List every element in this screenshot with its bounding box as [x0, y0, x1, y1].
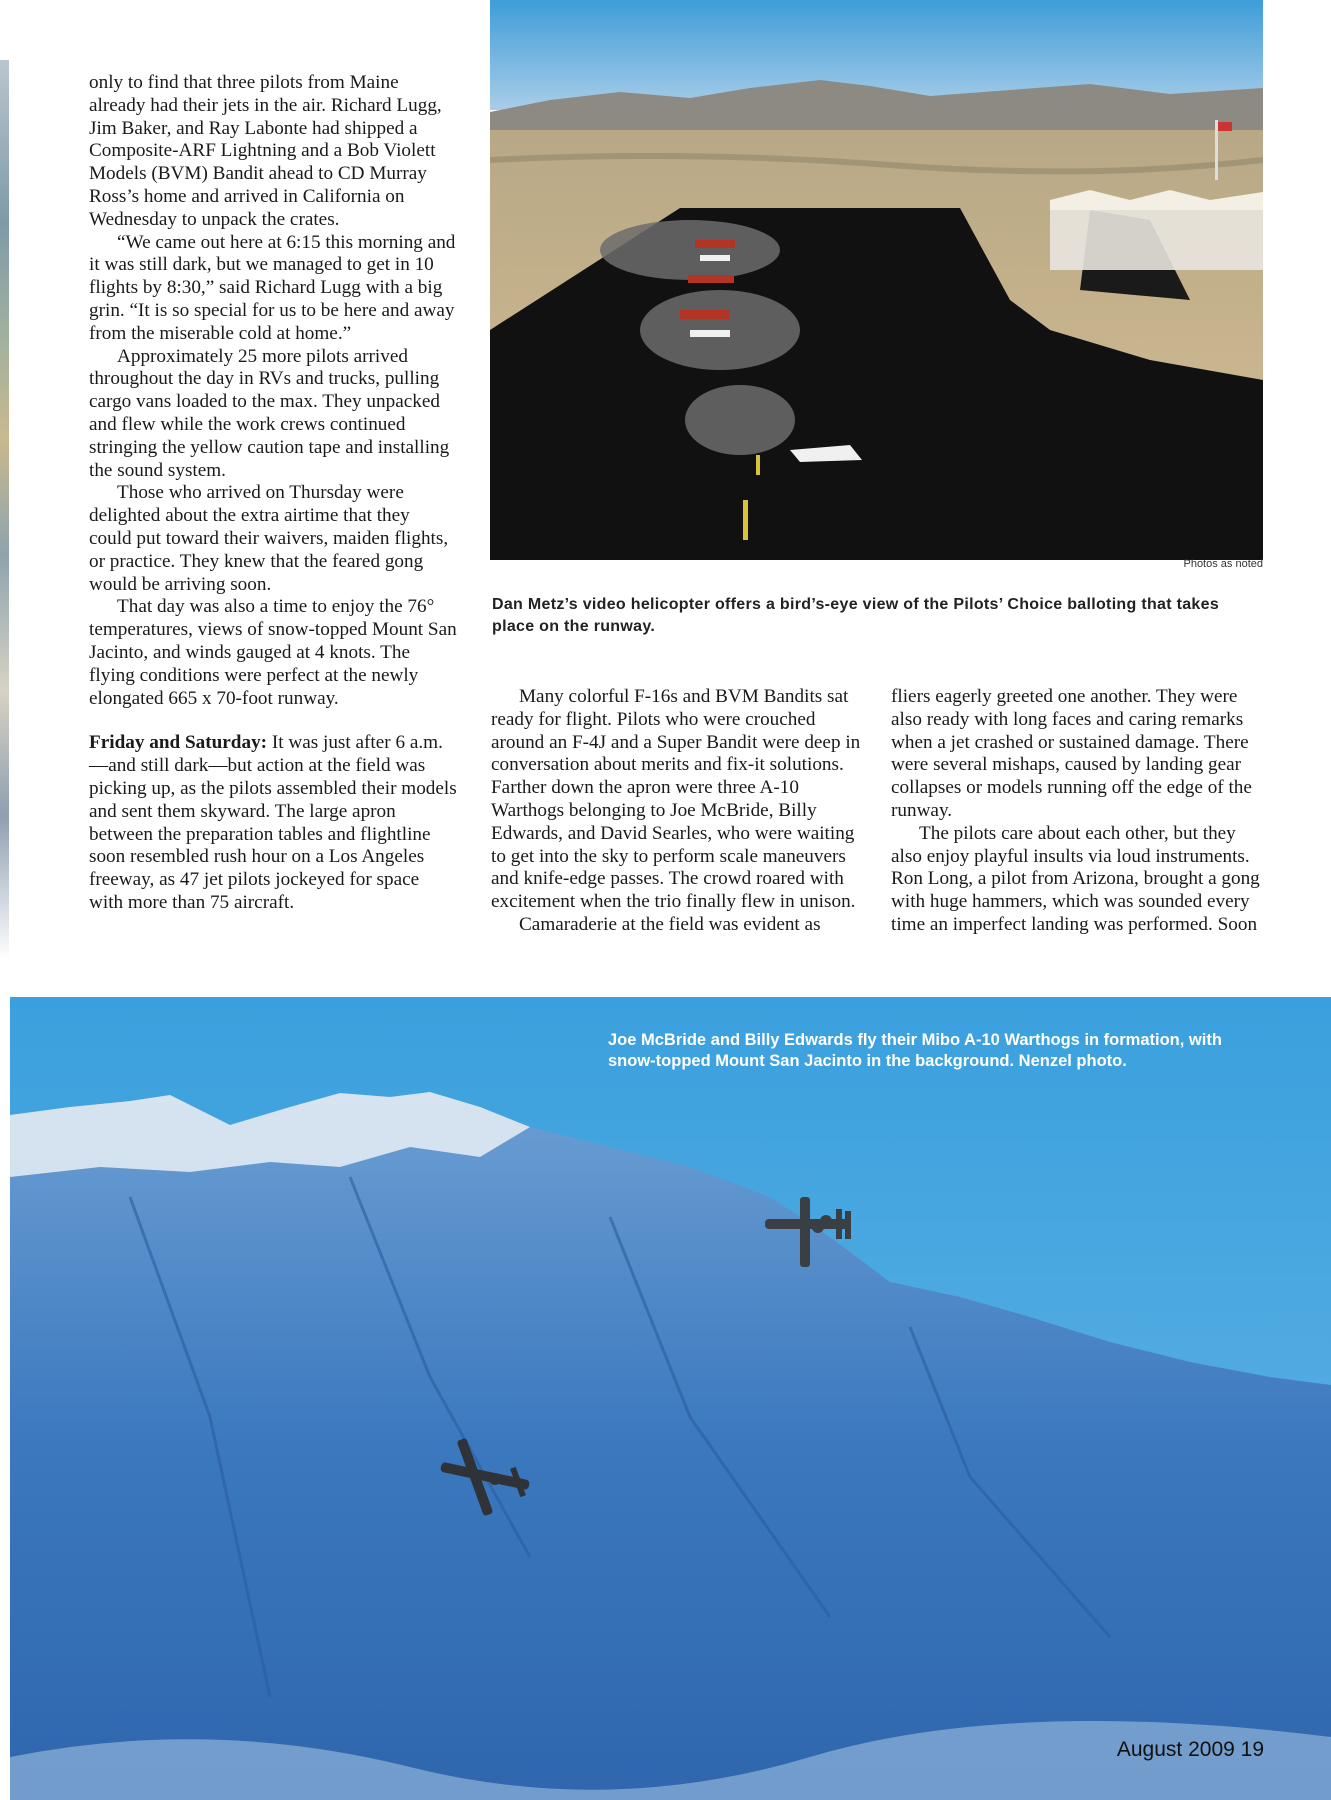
article-column-1 [89, 72, 457, 915]
top-photo-caption: Dan Metz’s video helicopter offers a bird’s-eye view of the Pilots’ Choice balloting that takes place on the runway. [492, 596, 1220, 635]
article-column-2 [491, 686, 861, 937]
paragraph-body: It was just after 6 a.m.—and still dark—but action at the field was picking up, as the pilots assembled their models and sent them skyward. The large apron between the preparation tables and flightline soon resembled rush hour on a Los Angeles freeway, as 47 jet pilots jockeyed for space with more than 75 aircraft. [89, 732, 457, 913]
paragraph: That day was also a time to enjoy the 76° temperatures, views of snow-topped Mount San Jacinto, and winds gauged at 4 knots. The flying conditions were perfect at the newly elongated 665 x 70-foot runway. [89, 596, 457, 709]
page-folio: August 2009 19 [1116, 1738, 1264, 1761]
paragraph: The pilots care about each other, but they also enjoy playful insults via loud instruments. Ron Long, a pilot from Arizona, brought a gong with huge hammers, which was sounded every time an imperfect landing was performed. Soon [891, 822, 1260, 935]
paragraph: Many colorful F-16s and BVM Bandits sat ready for flight. Pilots who were crouched around an F-4J and a Super Bandit were deep in conversation about merits and fix-it solutions. Farther down the apron were three A-10 Warthogs belonging to Joe McBride, Billy Edwards, and David Searles, who were waiting to get into the sky to perform scale maneuvers and knife-edge passes. The crowd roared with excitement when the trio finally flew in unison. [491, 686, 861, 913]
paragraph: Those who arrived on Thursday were delighted about the extra airtime that they could put toward their waivers, maiden flights, or practice. They knew that the feared gong would be arriving soon. [89, 482, 449, 595]
paragraph: fliers eagerly greeted one another. They were also ready with long faces and caring remarks when a jet crashed or sustained damage. There were several mishaps, caused by landing gear collapses or models running off the edge of the runway. [891, 686, 1252, 821]
paragraph-friday-saturday [89, 732, 457, 914]
page-edge-strip [0, 60, 9, 960]
photo-credit: Photos as noted [1183, 558, 1263, 570]
bottom-photo-caption: Joe McBride and Billy Edwards fly their Mibo A-10 Warthogs in formation, with snow-topped Mount San Jacinto in the background. Nenzel photo. [608, 1031, 1222, 1070]
article-column-3 [891, 686, 1263, 937]
run-in-heading: Friday and Saturday: [89, 732, 268, 754]
paragraph: “We came out here at 6:15 this morning and it was still dark, but we managed to get in 10 flights by 8:30,” said Richard Lugg with a big grin. “It is so special for us to be here and away from the miserable cold at home.” [89, 231, 456, 344]
paragraph: Camaraderie at the field was evident as [519, 913, 821, 935]
warthog-formation-photo [10, 997, 1331, 1800]
paragraph: only to find that three pilots from Maine already had their jets in the air. Richard Lugg, Jim Baker, and Ray Labonte had shipped a Composite-ARF Lightning and a Bob Violett Models (BVM) Bandit ahead to CD Murray Ross’s home and arrived in California on Wednesday to unpack the crates. [89, 72, 442, 230]
runway-aerial-photo [490, 0, 1263, 560]
paragraph: Approximately 25 more pilots arrived throughout the day in RVs and trucks, pulling cargo vans loaded to the max. They unpacked and flew while the work crews continued stringing the yellow caution tape and installing the sound system. [89, 345, 450, 481]
